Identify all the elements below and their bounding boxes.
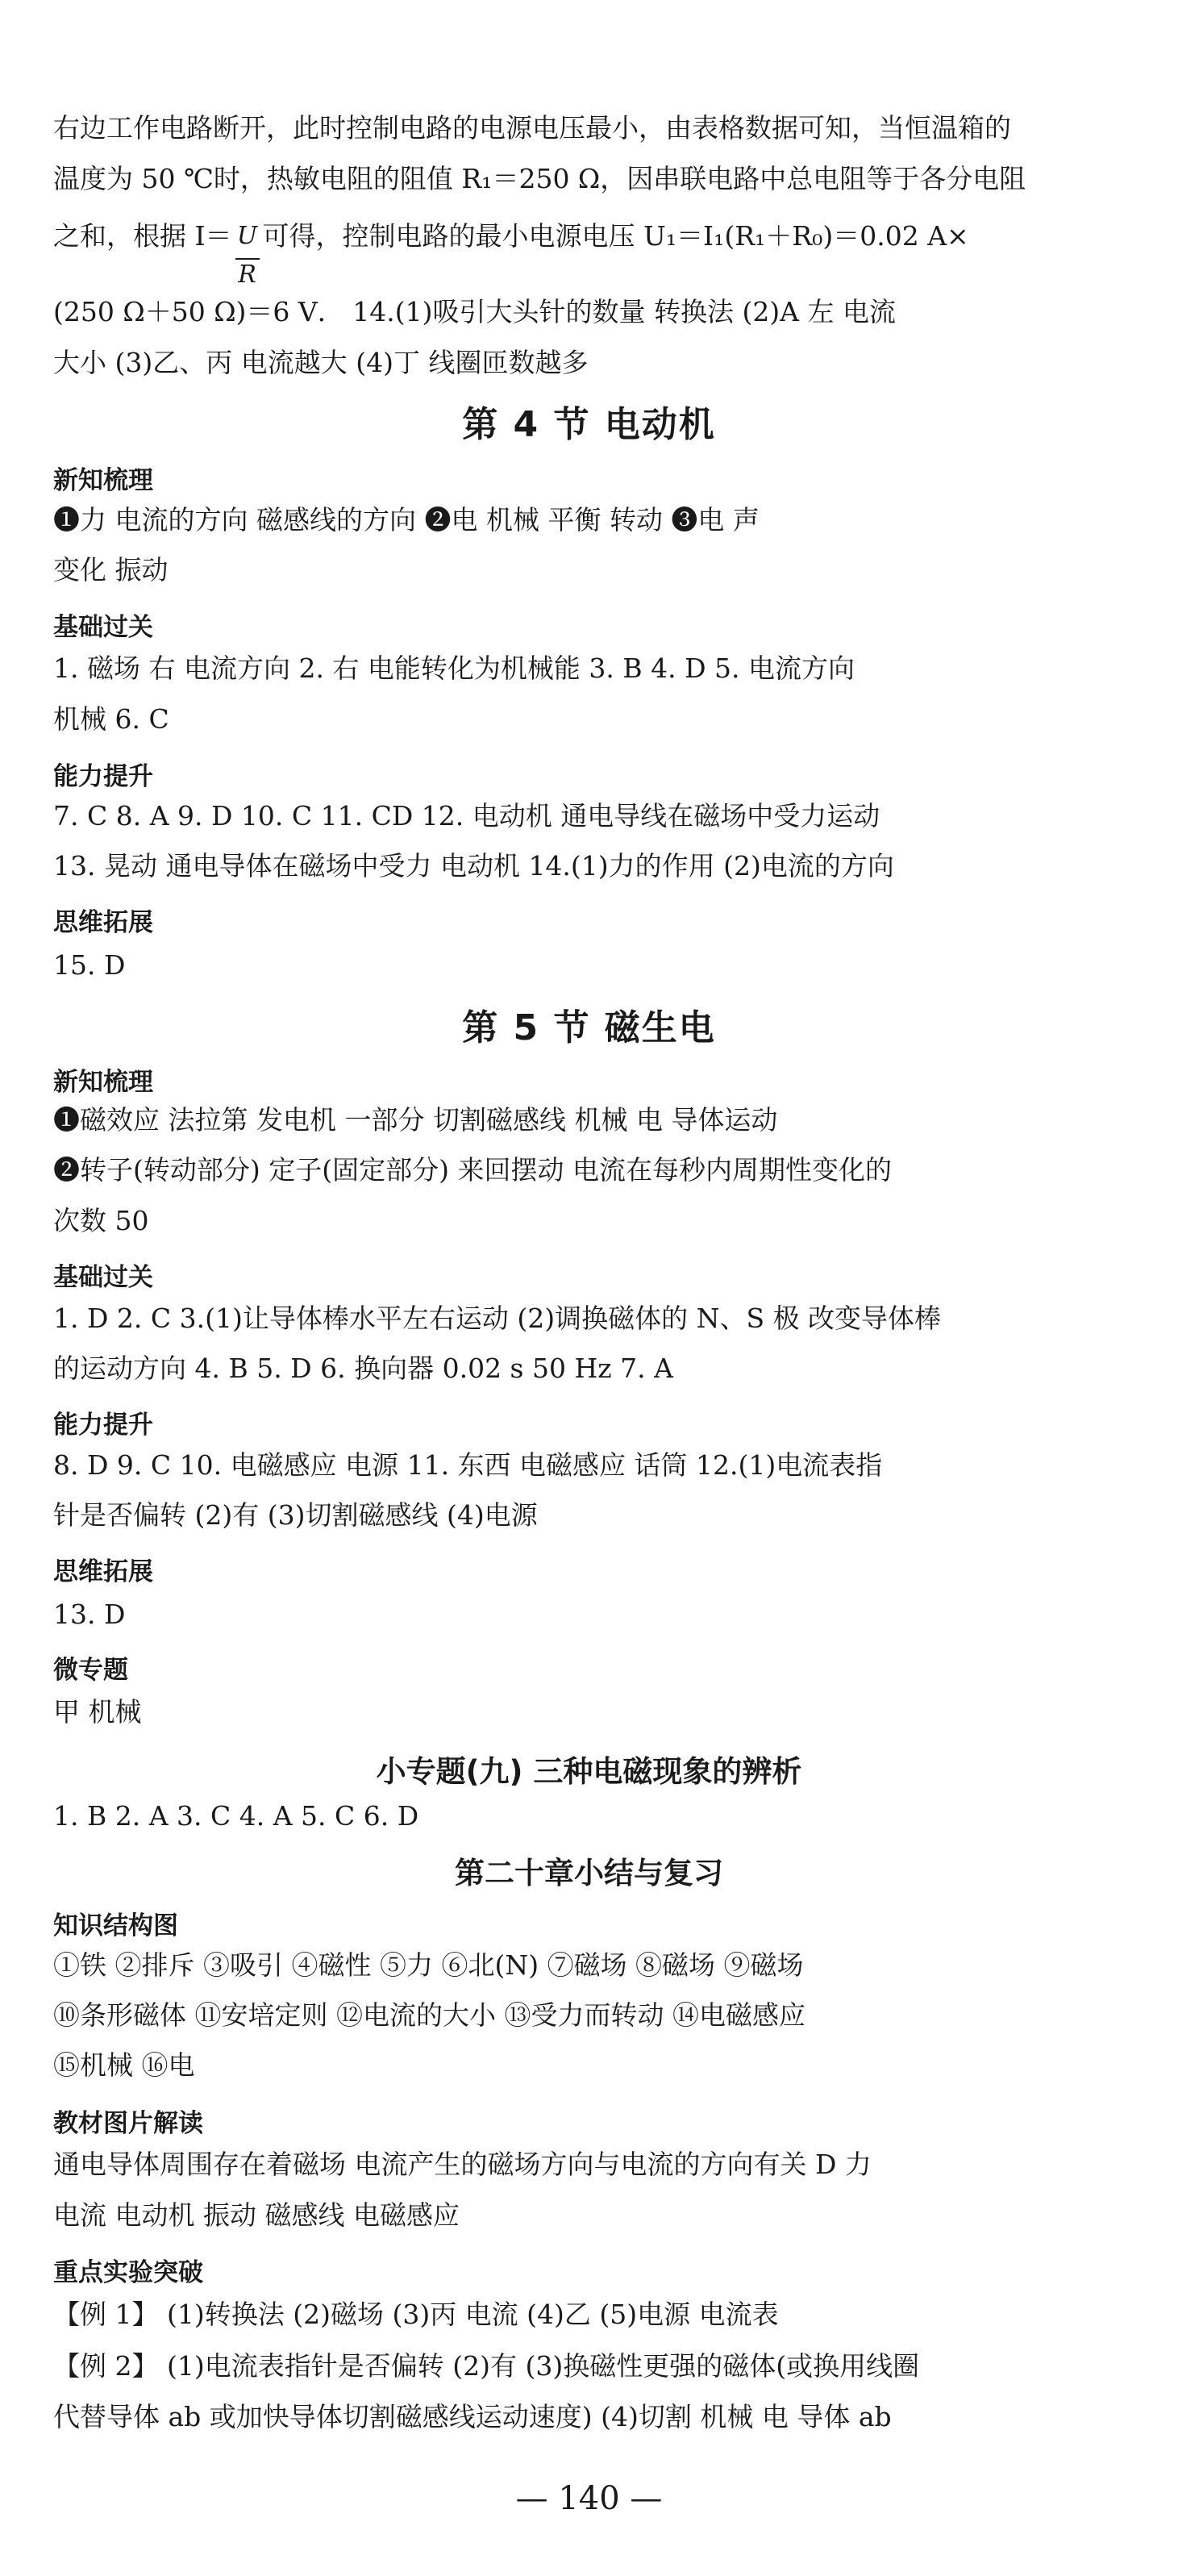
text-line: 7. C 8. A 9. D 10. C 11. CD 12. 电动机 通电导线在磁场中受力运动 bbox=[53, 800, 880, 832]
text-line: 代替导体 ab 或加快导体切割磁感线运动速度) (4)切割 机械 电 导体 ab bbox=[53, 2401, 892, 2432]
text-line: 15. D bbox=[53, 949, 126, 981]
subhead: 能力提升 bbox=[53, 1411, 153, 1440]
text-line: 右边工作电路断开，此时控制电路的电源电压最小，由表格数据可知，当恒温箱的 bbox=[53, 112, 1011, 144]
text-line: 温度为 50 ℃时，热敏电阻的阻值 R₁＝250 Ω，因串联电路中总电阻等于各分电阻 bbox=[53, 163, 1026, 194]
text-line: 机械 6. C bbox=[53, 703, 169, 735]
text-line: 13. 晃动 通电导体在磁场中受力 电动机 14.(1)力的作用 (2)电流的方向 bbox=[53, 850, 894, 882]
subhead: 微专题 bbox=[53, 1656, 128, 1685]
page-number: — 140 — bbox=[515, 2480, 663, 2517]
text-line: 针是否偏转 (2)有 (3)切割磁感线 (4)电源 bbox=[53, 1499, 538, 1531]
text-line: 1. B 2. A 3. C 4. A 5. C 6. D bbox=[53, 1800, 419, 1832]
subhead: 能力提升 bbox=[53, 762, 153, 791]
text-segment: 可得，控制电路的最小电源电压 U₁＝I₁(R₁＋R₀)＝0.02 A× bbox=[262, 220, 969, 252]
text-line: 电流 电动机 振动 磁感线 电磁感应 bbox=[53, 2199, 460, 2231]
text-line: ❷转子(转动部分) 定子(固定部分) 来回摆动 电流在每秒内周期性变化的 bbox=[53, 1154, 892, 1186]
subhead: 重点实验突破 bbox=[53, 2258, 203, 2287]
fraction-numerator: U bbox=[236, 222, 258, 250]
fraction-bar bbox=[235, 258, 260, 260]
subhead: 思维拓展 bbox=[53, 1557, 153, 1586]
text-line: 通电导体周围存在着磁场 电流产生的磁场方向与电流的方向有关 D 力 bbox=[53, 2149, 872, 2180]
text-line: ❶磁效应 法拉第 发电机 一部分 切割磁感线 机械 电 导体运动 bbox=[53, 1104, 778, 1136]
text-line: 甲 机械 bbox=[53, 1696, 142, 1728]
text-line: 13. D bbox=[53, 1599, 126, 1630]
text-line-with-fraction bbox=[53, 220, 1130, 289]
text-line: (250 Ω＋50 Ω)＝6 V． 14.(1)吸引大头针的数量 转换法 (2)A 左 电流 bbox=[53, 296, 896, 327]
section-title-motor: 第 4 节 电动机 bbox=[462, 404, 716, 445]
text-line: 次数 50 bbox=[53, 1205, 149, 1236]
text-line: ❶力 电流的方向 磁感线的方向 ❷电 机械 平衡 转动 ❸电 声 bbox=[53, 504, 760, 536]
text-segment: 之和，根据 I＝ bbox=[53, 220, 232, 252]
fraction-denominator: R bbox=[238, 261, 256, 289]
text-line: ①铁 ②排斥 ③吸引 ④磁性 ⑤力 ⑥北(N) ⑦磁场 ⑧磁场 ⑨磁场 bbox=[53, 1949, 804, 1981]
section-title-induction: 第 5 节 磁生电 bbox=[462, 1007, 716, 1048]
subhead: 新知梳理 bbox=[53, 1068, 153, 1097]
text-line: 【例 2】 (1)电流表指针是否偏转 (2)有 (3)换磁性更强的磁体(或换用线圈 bbox=[53, 2350, 920, 2382]
subhead: 思维拓展 bbox=[53, 908, 153, 937]
subhead: 教材图片解读 bbox=[53, 2109, 203, 2138]
subhead: 知识结构图 bbox=[53, 1911, 178, 1940]
text-line: ⑮机械 ⑯电 bbox=[53, 2049, 195, 2081]
special-topic-title: 小专题(九) 三种电磁现象的辨析 bbox=[376, 1754, 802, 1789]
text-line: 1. D 2. C 3.(1)让导体棒水平左右运动 (2)调换磁体的 N、S 极 改变导体棒 bbox=[53, 1303, 942, 1334]
subhead: 新知梳理 bbox=[53, 466, 153, 495]
subhead: 基础过关 bbox=[53, 1263, 153, 1292]
text-line: 的运动方向 4. B 5. D 6. 换向器 0.02 s 50 Hz 7. A bbox=[53, 1353, 673, 1384]
text-line: ⑩条形磁体 ⑪安培定则 ⑫电流的大小 ⑬受力而转动 ⑭电磁感应 bbox=[53, 1999, 805, 2031]
subhead: 基础过关 bbox=[53, 613, 153, 642]
chapter-review-title: 第二十章小结与复习 bbox=[455, 1856, 723, 1890]
text-line: 【例 1】 (1)转换法 (2)磁场 (3)丙 电流 (4)乙 (5)电源 电流表 bbox=[53, 2299, 779, 2330]
text-line: 大小 (3)乙、丙 电流越大 (4)丁 线圈匝数越多 bbox=[53, 347, 589, 378]
text-line: 变化 振动 bbox=[53, 554, 169, 586]
text-line: 1. 磁场 右 电流方向 2. 右 电能转化为机械能 3. B 4. D 5. 电流方向 bbox=[53, 652, 855, 684]
text-line: 8. D 9. C 10. 电磁感应 电源 11. 东西 电磁感应 话筒 12.(1)电流表指 bbox=[53, 1449, 883, 1481]
